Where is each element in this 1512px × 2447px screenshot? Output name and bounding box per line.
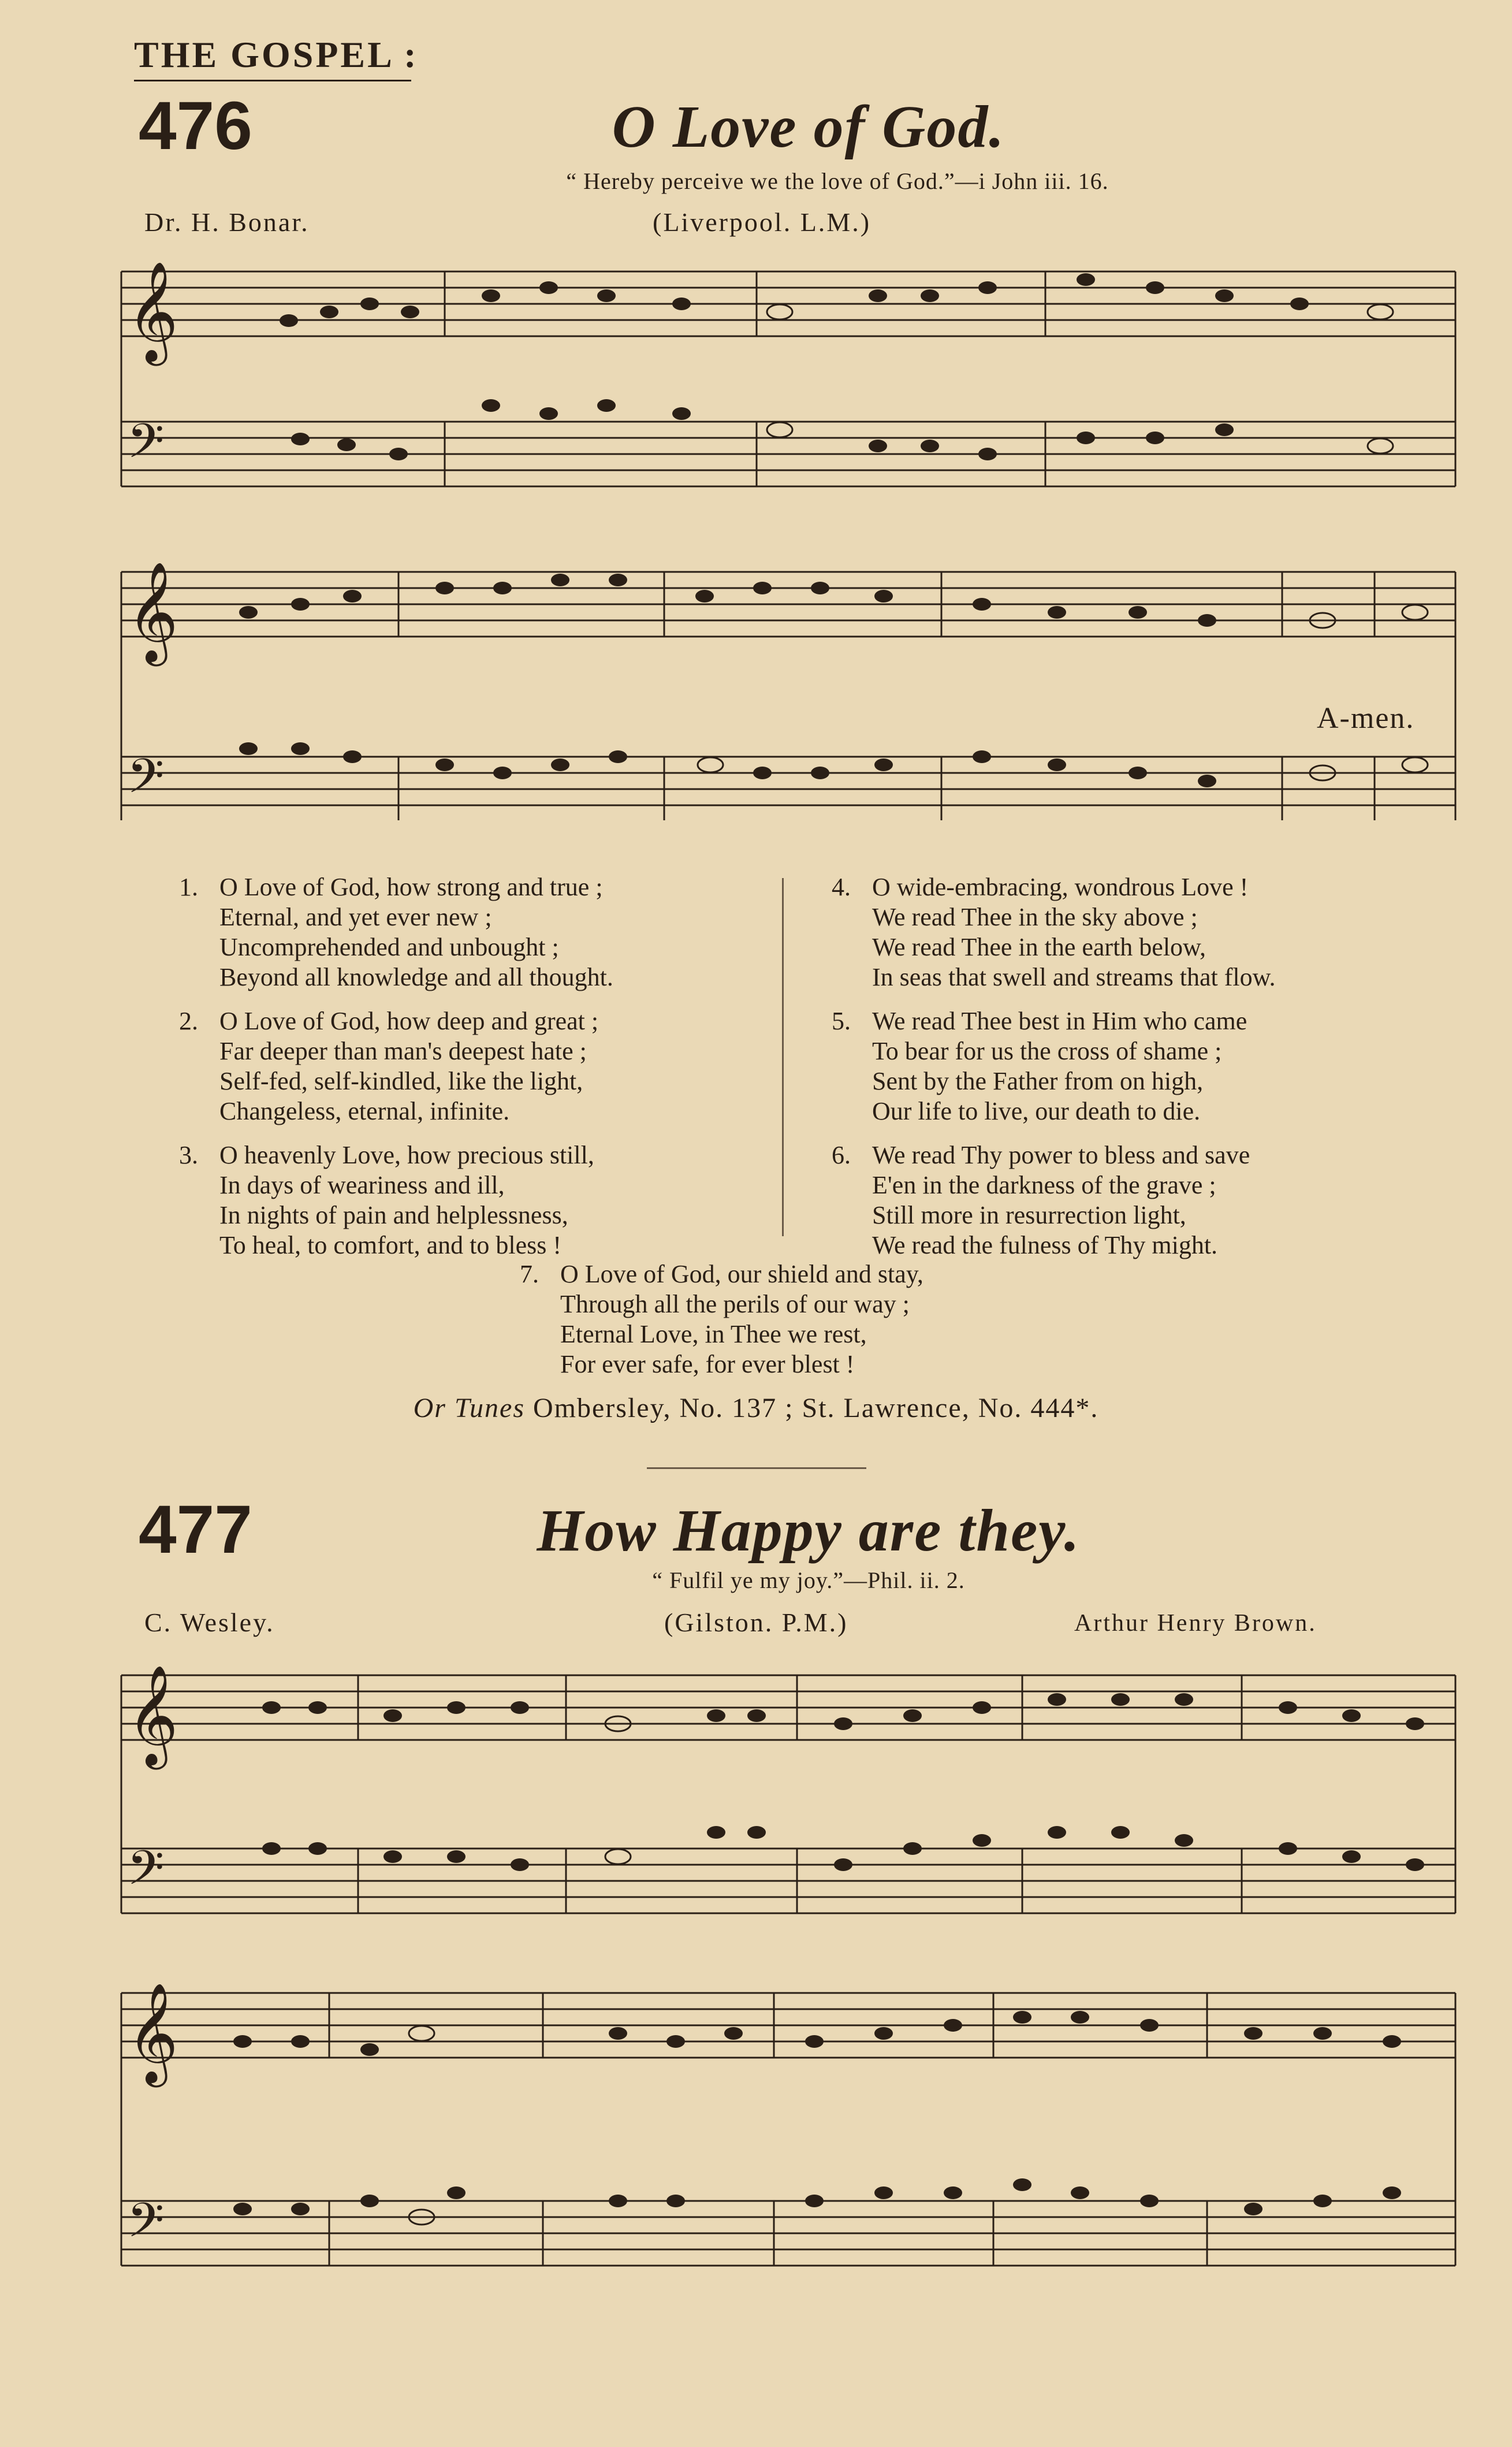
verse-line: Changeless, eternal, infinite. [219, 1097, 510, 1125]
verse-line: To heal, to comfort, and to bless ! [219, 1231, 562, 1259]
verse-line: We read Thee best in Him who came [872, 1007, 1247, 1035]
svg-text:𝄞: 𝄞 [127, 1665, 178, 1765]
svg-text:𝄞: 𝄞 [127, 261, 178, 362]
verse [179, 1140, 768, 1260]
verse-number: 5. [832, 1007, 851, 1035]
verse-line: We read Thee in the sky above ; [872, 903, 1198, 931]
svg-text:𝄞: 𝄞 [127, 1983, 178, 2083]
music-system-477-1 [110, 1658, 1461, 1929]
alternate-tunes [0, 1392, 1512, 1424]
hymn-separator [647, 1467, 866, 1469]
verse-line: In nights of pain and helplessness, [219, 1201, 568, 1229]
alternate-tunes-lead: Or Tunes [413, 1393, 525, 1423]
svg-text:𝄢: 𝄢 [127, 748, 165, 816]
verses-476-left [179, 872, 768, 1274]
hymn-title-477: How Happy are they. [537, 1497, 1081, 1564]
verse-line: O wide-embracing, wondrous Love ! [872, 873, 1249, 901]
verse-line: For ever safe, for ever blest ! [560, 1350, 855, 1378]
verses-476-right [832, 872, 1467, 1274]
verse-line: E'en in the darkness of the grave ; [872, 1171, 1216, 1199]
scripture-477: “ Fulfil ye my joy.”—Phil. ii. 2. [652, 1567, 965, 1593]
music-system-477-2 [110, 1976, 1461, 2322]
verse-line: In seas that swell and streams that flow. [872, 963, 1276, 991]
verse [179, 1006, 768, 1126]
svg-text:𝄢: 𝄢 [127, 413, 165, 481]
composer-477: Arthur Henry Brown. [1074, 1610, 1317, 1637]
author-477: C. Wesley. [144, 1608, 275, 1637]
verse [832, 872, 1467, 992]
verse-line: Beyond all knowledge and all thought. [219, 963, 613, 991]
verse-line: Through all the perils of our way ; [560, 1290, 910, 1318]
verse-number: 1. [179, 873, 198, 901]
verse-line: We read the fulness of Thy might. [872, 1231, 1218, 1259]
music-system-476-2 [110, 555, 1461, 820]
verse-column-divider [782, 878, 784, 1236]
svg-text:𝄢: 𝄢 [127, 1840, 165, 1907]
alternate-tunes-list: Ombersley, No. 137 ; St. Lawrence, No. 444*. [533, 1393, 1099, 1423]
author-476: Dr. H. Bonar. [144, 207, 310, 237]
verse-number: 6. [832, 1141, 851, 1169]
scripture-476: “ Hereby perceive we the love of God.”—i John iii. 16. [566, 168, 1109, 194]
verse-line: Still more in resurrection light, [872, 1201, 1186, 1229]
verse-line: Self-fed, self-kindled, like the light, [219, 1067, 583, 1095]
verse-line: Eternal, and yet ever new ; [219, 903, 492, 931]
hymn-number-477: 477 [139, 1492, 252, 1568]
verse-line: We read Thee in the earth below, [872, 933, 1206, 961]
verse-line: Uncomprehended and unbought ; [219, 933, 559, 961]
verse-line: Eternal Love, in Thee we rest, [560, 1320, 867, 1348]
tune-476: (Liverpool. L.M.) [653, 207, 872, 237]
amen-label: A-men. [1317, 702, 1415, 735]
section-header-rule [134, 80, 411, 81]
verse-line: O heavenly Love, how precious still, [219, 1141, 594, 1169]
svg-text:𝄞: 𝄞 [127, 561, 178, 662]
hymn-number-476: 476 [139, 88, 252, 164]
section-header: THE GOSPEL : [134, 34, 419, 75]
verse-number: 4. [832, 873, 851, 901]
verse-line: Sent by the Father from on high, [872, 1067, 1204, 1095]
hymn-title-476: O Love of God. [612, 94, 1005, 160]
verse-line: Far deeper than man's deepest hate ; [219, 1037, 587, 1065]
verse [179, 872, 768, 992]
verse [832, 1140, 1467, 1260]
verse-line: O Love of God, how strong and true ; [219, 873, 603, 901]
verse-line: To bear for us the cross of shame ; [872, 1037, 1222, 1065]
verse-number: 3. [179, 1141, 198, 1169]
verse [832, 1006, 1467, 1126]
verse-line: We read Thy power to bless and save [872, 1141, 1250, 1169]
verse-line: Our life to live, our death to die. [872, 1097, 1201, 1125]
verses-476-bottom [520, 1259, 1097, 1393]
music-system-476-1 [110, 254, 1461, 520]
verse-number: 7. [520, 1260, 539, 1288]
verse [520, 1259, 1097, 1379]
verse-number: 2. [179, 1007, 198, 1035]
tune-477: (Gilston. P.M.) [664, 1608, 848, 1637]
verse-line: O Love of God, how deep and great ; [219, 1007, 599, 1035]
svg-text:𝄢: 𝄢 [127, 2192, 165, 2260]
verse-line: O Love of God, our shield and stay, [560, 1260, 923, 1288]
verse-line: In days of weariness and ill, [219, 1171, 505, 1199]
